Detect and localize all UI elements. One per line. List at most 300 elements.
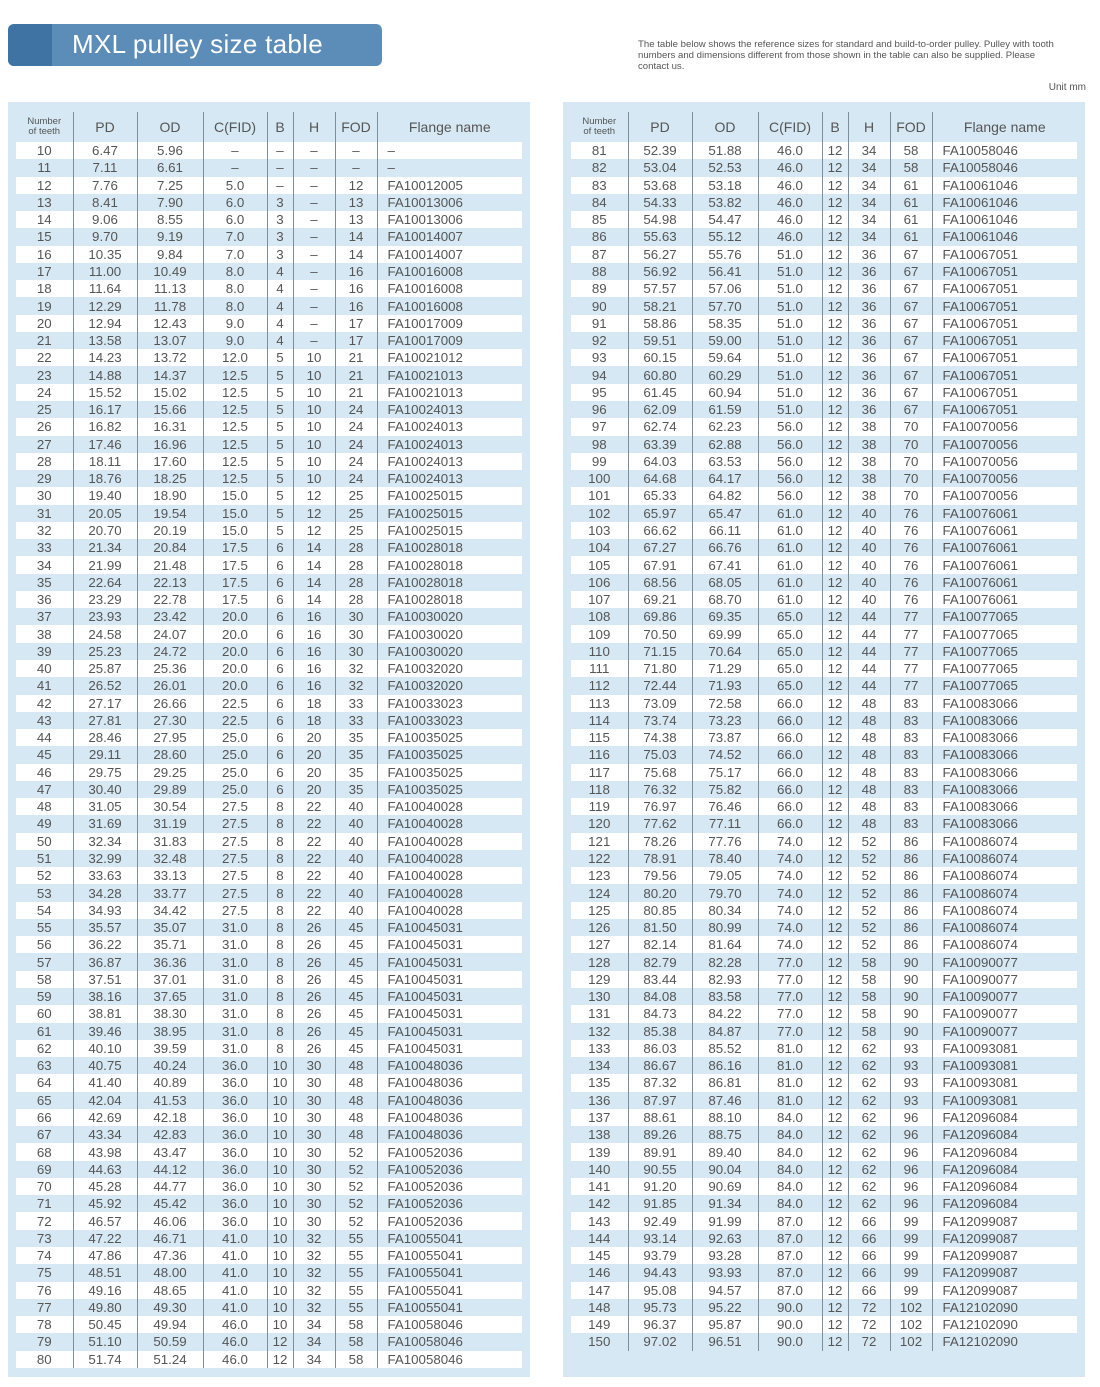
b-cell: 8: [267, 953, 293, 970]
b-cell: 12: [822, 850, 848, 867]
h-cell: 12: [293, 487, 335, 504]
cfid-cell: 27.5: [203, 798, 267, 815]
pd-cell: 60.80: [628, 366, 692, 383]
b-cell: 3: [267, 228, 293, 245]
od-cell: 29.89: [137, 781, 203, 798]
cfid-cell: 87.0: [758, 1247, 822, 1264]
flange-name-cell: FA10067051: [932, 280, 1077, 297]
od-cell: 73.87: [692, 729, 758, 746]
cfid-cell: 6.0: [203, 194, 267, 211]
teeth-cell: 105: [571, 556, 628, 573]
flange-name-cell: FA10058046: [377, 1333, 522, 1350]
od-cell: 16.31: [137, 418, 203, 435]
pd-cell: 40.75: [73, 1057, 137, 1074]
cfid-cell: 66.0: [758, 695, 822, 712]
teeth-cell: 20: [16, 315, 73, 332]
teeth-cell: 49: [16, 815, 73, 832]
flange-name-cell: FA10055041: [377, 1247, 522, 1264]
table-row: [16, 1264, 522, 1281]
od-cell: 26.66: [137, 695, 203, 712]
cfid-cell: 74.0: [758, 936, 822, 953]
pd-cell: 89.91: [628, 1143, 692, 1160]
h-cell: 26: [293, 936, 335, 953]
h-cell: 26: [293, 1040, 335, 1057]
fod-cell: 77: [890, 643, 932, 660]
h-cell: 72: [848, 1316, 890, 1333]
table-header-row: [16, 112, 522, 142]
h-cell: 10: [293, 349, 335, 366]
pd-cell: 72.44: [628, 677, 692, 694]
od-cell: 60.29: [692, 366, 758, 383]
teeth-cell: 122: [571, 850, 628, 867]
cfid-cell: 31.0: [203, 953, 267, 970]
teeth-cell: 125: [571, 902, 628, 919]
cfid-cell: 51.0: [758, 401, 822, 418]
od-cell: 22.78: [137, 591, 203, 608]
cfid-cell: 25.0: [203, 746, 267, 763]
od-cell: 62.88: [692, 436, 758, 453]
fod-cell: 96: [890, 1126, 932, 1143]
teeth-cell: 143: [571, 1212, 628, 1229]
cfid-cell: 81.0: [758, 1040, 822, 1057]
flange-name-cell: FA12099087: [932, 1264, 1077, 1281]
b-cell: 12: [822, 1264, 848, 1281]
flange-name-cell: FA12102090: [932, 1333, 1077, 1350]
cfid-cell: 41.0: [203, 1282, 267, 1299]
h-cell: 48: [848, 764, 890, 781]
cfid-cell: 46.0: [203, 1316, 267, 1333]
fod-cell: 67: [890, 280, 932, 297]
pd-cell: 59.51: [628, 332, 692, 349]
pd-cell: 64.03: [628, 453, 692, 470]
table-row: [571, 712, 1077, 729]
h-cell: 36: [848, 401, 890, 418]
pd-cell: 83.44: [628, 971, 692, 988]
b-cell: 12: [822, 1178, 848, 1195]
cfid-cell: 84.0: [758, 1195, 822, 1212]
cfid-cell: 56.0: [758, 453, 822, 470]
b-cell: 12: [822, 936, 848, 953]
flange-name-cell: FA10067051: [932, 332, 1077, 349]
column-header-flange-name: Flange name: [932, 112, 1077, 142]
flange-name-cell: FA12099087: [932, 1282, 1077, 1299]
table-row: [16, 850, 522, 867]
cfid-cell: 20.0: [203, 660, 267, 677]
b-cell: 12: [822, 159, 848, 176]
fod-cell: 58: [335, 1316, 377, 1333]
h-cell: 14: [293, 574, 335, 591]
od-cell: 63.53: [692, 453, 758, 470]
h-cell: 10: [293, 470, 335, 487]
cfid-cell: 31.0: [203, 1023, 267, 1040]
h-cell: –: [293, 159, 335, 176]
flange-name-cell: FA10083066: [932, 798, 1077, 815]
teeth-cell: 64: [16, 1074, 73, 1091]
pd-cell: 11.64: [73, 280, 137, 297]
h-cell: 36: [848, 246, 890, 263]
cfid-cell: 12.0: [203, 349, 267, 366]
pd-cell: 49.80: [73, 1299, 137, 1316]
b-cell: 8: [267, 850, 293, 867]
od-cell: 17.60: [137, 453, 203, 470]
teeth-cell: 55: [16, 919, 73, 936]
h-cell: 32: [293, 1299, 335, 1316]
cfid-cell: 27.5: [203, 833, 267, 850]
teeth-cell: 78: [16, 1316, 73, 1333]
od-cell: 91.99: [692, 1212, 758, 1229]
table-row: [16, 1005, 522, 1022]
h-cell: 72: [848, 1299, 890, 1316]
cfid-cell: 65.0: [758, 677, 822, 694]
pd-cell: 54.33: [628, 194, 692, 211]
page-title: MXL pulley size table: [72, 29, 324, 59]
table-row: [16, 349, 522, 366]
table-row: [16, 401, 522, 418]
table-row: [571, 884, 1077, 901]
flange-name-cell: FA12102090: [932, 1316, 1077, 1333]
od-cell: 40.89: [137, 1074, 203, 1091]
fod-cell: 99: [890, 1247, 932, 1264]
table-row: [571, 349, 1077, 366]
fod-cell: 21: [335, 366, 377, 383]
table-row: [571, 1057, 1077, 1074]
b-cell: 10: [267, 1057, 293, 1074]
pd-cell: 38.81: [73, 1005, 137, 1022]
teeth-cell: 145: [571, 1247, 628, 1264]
h-cell: –: [293, 280, 335, 297]
cfid-cell: 90.0: [758, 1316, 822, 1333]
teeth-cell: 106: [571, 574, 628, 591]
fod-cell: 93: [890, 1057, 932, 1074]
cfid-cell: 7.0: [203, 246, 267, 263]
fod-cell: 30: [335, 608, 377, 625]
teeth-cell: 119: [571, 798, 628, 815]
h-cell: 32: [293, 1264, 335, 1281]
table-row: [16, 695, 522, 712]
teeth-cell: 100: [571, 470, 628, 487]
fod-cell: 48: [335, 1126, 377, 1143]
h-cell: 66: [848, 1264, 890, 1281]
b-cell: 8: [267, 971, 293, 988]
fod-cell: 67: [890, 366, 932, 383]
b-cell: 10: [267, 1195, 293, 1212]
table-row: [16, 953, 522, 970]
od-cell: 37.65: [137, 988, 203, 1005]
pd-cell: 93.14: [628, 1230, 692, 1247]
fod-cell: 70: [890, 470, 932, 487]
teeth-cell: 48: [16, 798, 73, 815]
b-cell: 8: [267, 936, 293, 953]
od-cell: 96.51: [692, 1333, 758, 1350]
cfid-cell: 87.0: [758, 1282, 822, 1299]
od-cell: 89.40: [692, 1143, 758, 1160]
od-cell: 71.29: [692, 660, 758, 677]
teeth-cell: 56: [16, 936, 73, 953]
table-row: [16, 142, 522, 159]
teeth-cell: 57: [16, 953, 73, 970]
teeth-cell: 63: [16, 1057, 73, 1074]
flange-name-cell: FA10058046: [377, 1316, 522, 1333]
h-cell: 66: [848, 1247, 890, 1264]
cfid-cell: 31.0: [203, 1005, 267, 1022]
od-cell: 11.13: [137, 280, 203, 297]
table-row: [16, 1126, 522, 1143]
fod-cell: 77: [890, 625, 932, 642]
flange-name-cell: FA10052036: [377, 1212, 522, 1229]
pd-cell: 95.73: [628, 1299, 692, 1316]
fod-cell: 40: [335, 867, 377, 884]
pd-cell: 7.11: [73, 159, 137, 176]
h-cell: 58: [848, 1005, 890, 1022]
od-cell: 37.01: [137, 971, 203, 988]
od-cell: 14.37: [137, 366, 203, 383]
pd-cell: 69.21: [628, 591, 692, 608]
od-cell: 64.82: [692, 487, 758, 504]
h-cell: 34: [293, 1351, 335, 1368]
od-cell: 35.07: [137, 919, 203, 936]
fod-cell: 90: [890, 971, 932, 988]
cfid-cell: 51.0: [758, 349, 822, 366]
h-cell: –: [293, 142, 335, 159]
table-row: [16, 556, 522, 573]
b-cell: 5: [267, 384, 293, 401]
fod-cell: 102: [890, 1316, 932, 1333]
cfid-cell: 74.0: [758, 884, 822, 901]
h-cell: 30: [293, 1212, 335, 1229]
h-cell: 30: [293, 1109, 335, 1126]
b-cell: 12: [822, 971, 848, 988]
h-cell: 36: [848, 349, 890, 366]
fod-cell: 25: [335, 505, 377, 522]
flange-name-cell: FA10048036: [377, 1092, 522, 1109]
pd-cell: 56.92: [628, 263, 692, 280]
h-cell: 40: [848, 522, 890, 539]
fod-cell: 33: [335, 712, 377, 729]
h-cell: 32: [293, 1230, 335, 1247]
cfid-cell: 12.5: [203, 436, 267, 453]
cfid-cell: 25.0: [203, 781, 267, 798]
od-cell: 44.12: [137, 1161, 203, 1178]
h-cell: 52: [848, 936, 890, 953]
flange-name-cell: FA10045031: [377, 1023, 522, 1040]
h-cell: 26: [293, 1023, 335, 1040]
h-cell: –: [293, 228, 335, 245]
h-cell: 30: [293, 1195, 335, 1212]
cfid-cell: 66.0: [758, 815, 822, 832]
flange-name-cell: FA10045031: [377, 988, 522, 1005]
flange-name-cell: FA10032020: [377, 677, 522, 694]
teeth-cell: 113: [571, 695, 628, 712]
pd-cell: 12.29: [73, 297, 137, 314]
table-row: [571, 936, 1077, 953]
pd-cell: 31.69: [73, 815, 137, 832]
teeth-cell: 54: [16, 902, 73, 919]
pd-cell: 28.46: [73, 729, 137, 746]
b-cell: 12: [822, 729, 848, 746]
h-cell: 16: [293, 643, 335, 660]
flange-name-cell: FA10033023: [377, 695, 522, 712]
fod-cell: 48: [335, 1092, 377, 1109]
teeth-cell: 86: [571, 228, 628, 245]
fod-cell: 55: [335, 1282, 377, 1299]
od-cell: 6.61: [137, 159, 203, 176]
b-cell: 4: [267, 263, 293, 280]
od-cell: 57.06: [692, 280, 758, 297]
table-body: [571, 142, 1077, 1351]
flange-name-cell: FA10016008: [377, 297, 522, 314]
teeth-cell: 123: [571, 867, 628, 884]
pd-cell: 68.56: [628, 574, 692, 591]
table-row: [16, 470, 522, 487]
fod-cell: 61: [890, 194, 932, 211]
od-cell: 12.43: [137, 315, 203, 332]
flange-name-cell: FA10070056: [932, 418, 1077, 435]
flange-name-cell: FA10014007: [377, 246, 522, 263]
fod-cell: 67: [890, 384, 932, 401]
teeth-cell: 147: [571, 1282, 628, 1299]
fod-cell: 25: [335, 522, 377, 539]
flange-name-cell: –: [377, 142, 522, 159]
flange-name-cell: FA10013006: [377, 194, 522, 211]
cfid-cell: 9.0: [203, 315, 267, 332]
cfid-cell: 61.0: [758, 591, 822, 608]
teeth-cell: 124: [571, 884, 628, 901]
cfid-cell: 20.0: [203, 677, 267, 694]
pd-cell: 85.38: [628, 1023, 692, 1040]
pd-cell: 23.29: [73, 591, 137, 608]
fod-cell: 61: [890, 177, 932, 194]
pd-cell: 27.81: [73, 712, 137, 729]
od-cell: 90.69: [692, 1178, 758, 1195]
b-cell: 10: [267, 1264, 293, 1281]
cfid-cell: 46.0: [758, 194, 822, 211]
od-cell: 69.35: [692, 608, 758, 625]
b-cell: 12: [822, 1074, 848, 1091]
flange-name-cell: FA10045031: [377, 936, 522, 953]
od-cell: 94.57: [692, 1282, 758, 1299]
od-cell: 84.22: [692, 1005, 758, 1022]
pd-cell: 96.37: [628, 1316, 692, 1333]
table-row: [571, 660, 1077, 677]
fod-cell: 58: [890, 142, 932, 159]
cfid-cell: 17.5: [203, 539, 267, 556]
flange-name-cell: FA10077065: [932, 608, 1077, 625]
table-row: [16, 1092, 522, 1109]
b-cell: 12: [267, 1333, 293, 1350]
pd-cell: 77.62: [628, 815, 692, 832]
b-cell: 10: [267, 1178, 293, 1195]
table-row: [571, 556, 1077, 573]
od-cell: 43.47: [137, 1143, 203, 1160]
od-cell: 13.72: [137, 349, 203, 366]
cfid-cell: 90.0: [758, 1299, 822, 1316]
h-cell: –: [293, 263, 335, 280]
fod-cell: 77: [890, 608, 932, 625]
table-row: [571, 1230, 1077, 1247]
teeth-cell: 101: [571, 487, 628, 504]
column-header-fod: FOD: [335, 112, 377, 142]
od-cell: 25.36: [137, 660, 203, 677]
teeth-cell: 42: [16, 695, 73, 712]
fod-cell: 40: [335, 850, 377, 867]
b-cell: 10: [267, 1092, 293, 1109]
b-cell: 5: [267, 505, 293, 522]
b-cell: 12: [822, 1109, 848, 1126]
fod-cell: 24: [335, 418, 377, 435]
flange-name-cell: FA10067051: [932, 263, 1077, 280]
table-row: [571, 1282, 1077, 1299]
h-cell: 62: [848, 1178, 890, 1195]
h-cell: 10: [293, 401, 335, 418]
teeth-cell: 51: [16, 850, 73, 867]
h-cell: 38: [848, 418, 890, 435]
title-banner: [8, 24, 382, 66]
h-cell: 12: [293, 505, 335, 522]
b-cell: 5: [267, 401, 293, 418]
teeth-cell: 21: [16, 332, 73, 349]
h-cell: 62: [848, 1195, 890, 1212]
cfid-cell: 36.0: [203, 1178, 267, 1195]
h-cell: 16: [293, 660, 335, 677]
flange-name-cell: FA10067051: [932, 246, 1077, 263]
od-cell: 53.18: [692, 177, 758, 194]
fod-cell: 30: [335, 643, 377, 660]
table-row: [16, 1212, 522, 1229]
flange-name-cell: FA12099087: [932, 1230, 1077, 1247]
pd-cell: 82.14: [628, 936, 692, 953]
cfid-cell: 15.0: [203, 505, 267, 522]
pd-cell: 35.57: [73, 919, 137, 936]
b-cell: 8: [267, 988, 293, 1005]
h-cell: 22: [293, 850, 335, 867]
fod-cell: 96: [890, 1178, 932, 1195]
od-cell: 78.40: [692, 850, 758, 867]
od-cell: 24.07: [137, 625, 203, 642]
pd-cell: 41.40: [73, 1074, 137, 1091]
cfid-cell: 61.0: [758, 522, 822, 539]
teeth-cell: 72: [16, 1212, 73, 1229]
flange-name-cell: FA10067051: [932, 401, 1077, 418]
teeth-cell: 13: [16, 194, 73, 211]
pd-cell: 34.28: [73, 884, 137, 901]
table-row: [16, 764, 522, 781]
h-cell: 18: [293, 695, 335, 712]
unit-label: Unit mm: [1048, 82, 1086, 93]
teeth-cell: 23: [16, 366, 73, 383]
flange-name-cell: FA10025015: [377, 522, 522, 539]
flange-name-cell: FA10035025: [377, 729, 522, 746]
teeth-cell: 12: [16, 177, 73, 194]
h-cell: 20: [293, 764, 335, 781]
fod-cell: 32: [335, 677, 377, 694]
teeth-cell: 142: [571, 1195, 628, 1212]
flange-name-cell: FA12096084: [932, 1126, 1077, 1143]
table-row: [571, 746, 1077, 763]
pd-cell: 21.34: [73, 539, 137, 556]
pd-cell: 87.32: [628, 1074, 692, 1091]
column-header-flange-name: Flange name: [377, 112, 522, 142]
od-cell: 66.11: [692, 522, 758, 539]
fod-cell: 67: [890, 401, 932, 418]
fod-cell: 14: [335, 246, 377, 263]
fod-cell: 86: [890, 919, 932, 936]
teeth-cell: 94: [571, 366, 628, 383]
b-cell: 12: [822, 453, 848, 470]
pd-cell: 82.79: [628, 953, 692, 970]
table-row: [16, 1299, 522, 1316]
cfid-cell: 51.0: [758, 366, 822, 383]
h-cell: 26: [293, 1005, 335, 1022]
